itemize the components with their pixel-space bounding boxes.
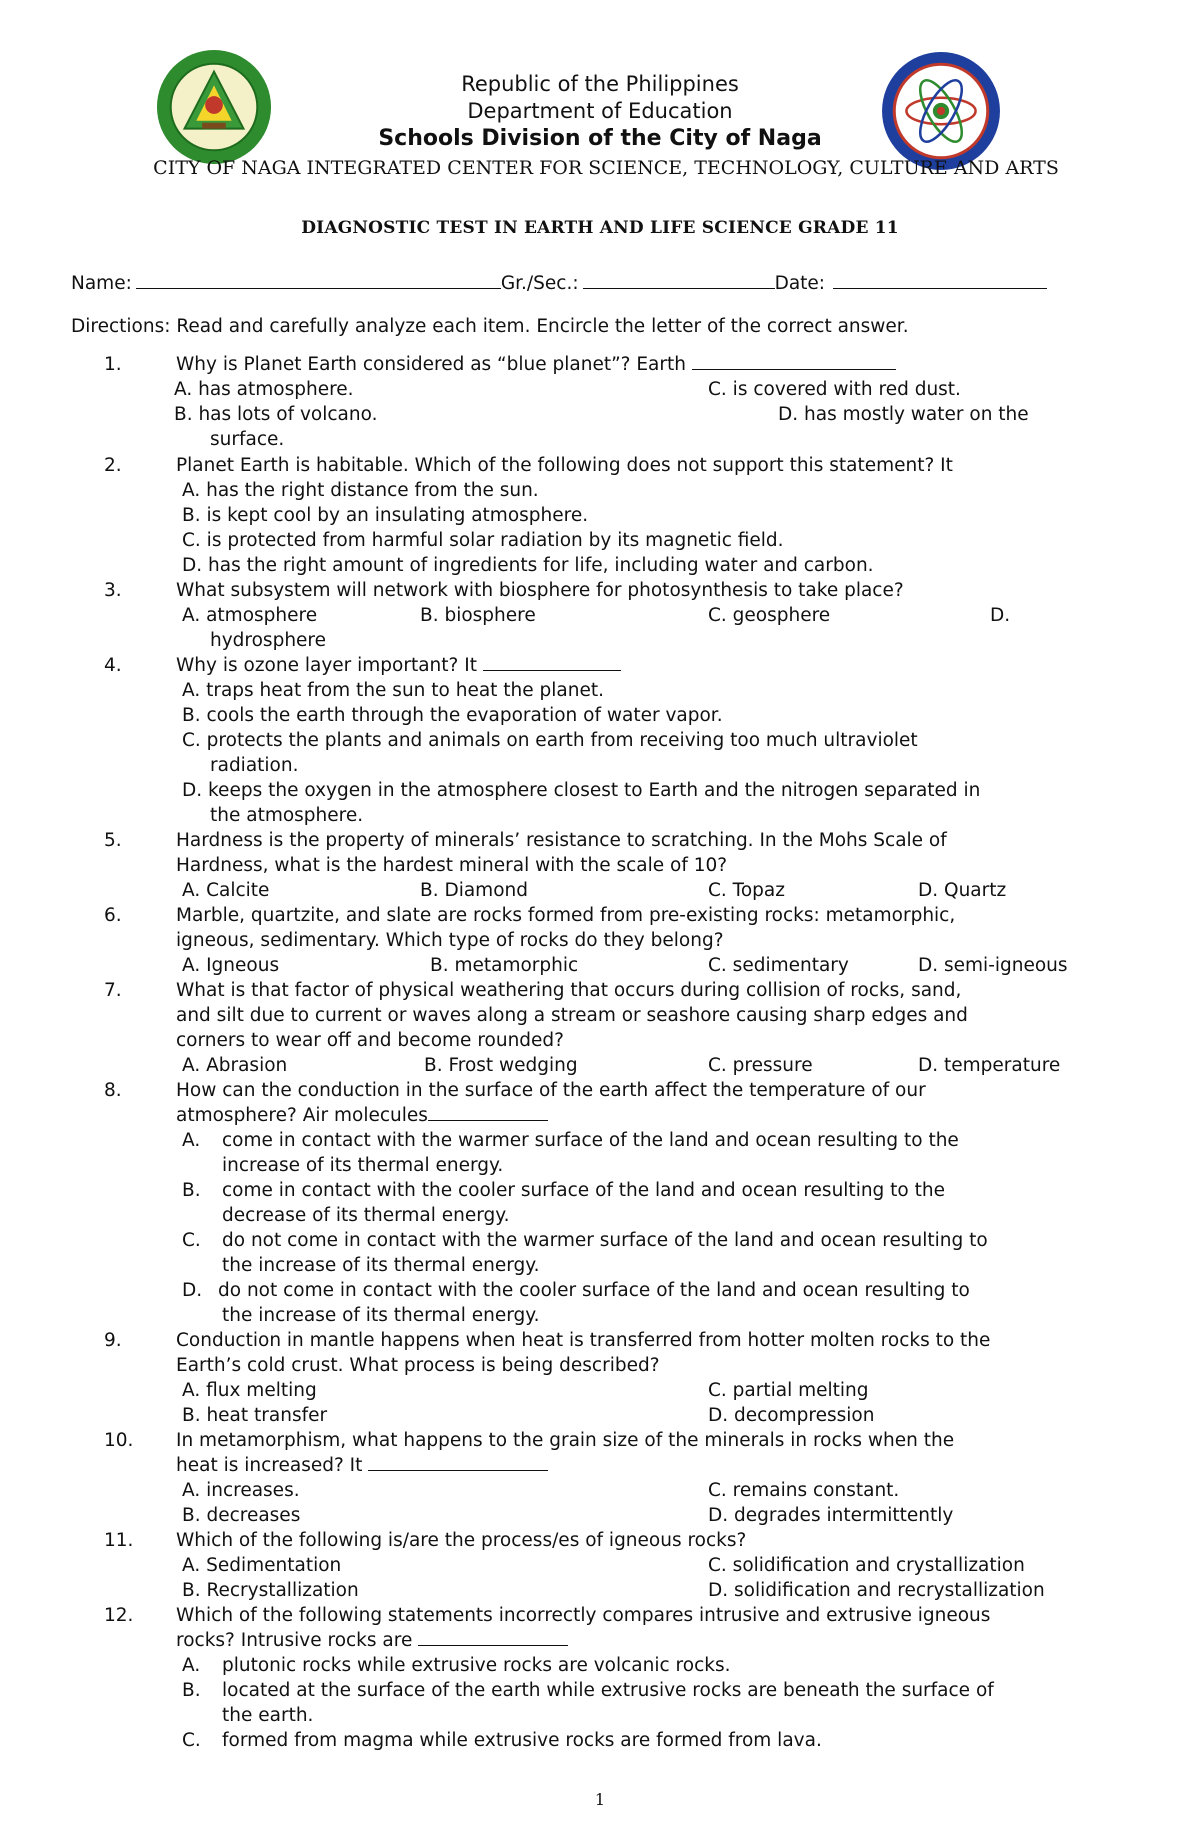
- option-c[interactable]: C. is protected from harmful solar radiation by its magnetic field.: [182, 530, 784, 551]
- option-d-letter[interactable]: D.: [182, 1280, 203, 1301]
- question-6-text: Marble, quartzite, and slate are rocks formed from pre-existing rocks: metamorphic,: [176, 905, 956, 926]
- header-republic: Republic of the Philippines: [461, 72, 739, 96]
- option-c[interactable]: C. is covered with red dust.: [708, 379, 961, 400]
- option-d[interactable]: D. Quartz: [918, 880, 1007, 901]
- question-7-text-line2: and silt due to current or waves along a stream or seashore causing sharp edges and: [176, 1005, 968, 1026]
- question-12-text-line2-wrap: [176, 1628, 568, 1653]
- date-label: Date:: [774, 273, 826, 294]
- option-a[interactable]: A. traps heat from the sun to heat the planet.: [182, 680, 605, 701]
- question-8-text-line2-wrap: [176, 1103, 548, 1128]
- question-11-text: Which of the following is/are the process/es of igneous rocks?: [176, 1530, 747, 1551]
- question-10-text-line2-wrap: [176, 1453, 548, 1478]
- option-a-letter[interactable]: A.: [182, 1655, 201, 1676]
- name-field[interactable]: [136, 270, 501, 289]
- option-a[interactable]: A. has atmosphere.: [174, 379, 354, 400]
- option-continuation: surface.: [210, 429, 285, 450]
- question-7-text: What is that factor of physical weathering that occurs during collision of rocks, sand,: [176, 980, 962, 1001]
- question-text: Why is ozone layer important? It: [176, 655, 477, 676]
- question-9-text: Conduction in mantle happens when heat is transferred from hotter molten rocks to the: [176, 1330, 991, 1351]
- question-2-text: Planet Earth is habitable. Which of the following does not support this statement? It: [176, 455, 953, 476]
- option-d[interactable]: D. decompression: [708, 1405, 875, 1426]
- option-continuation: radiation.: [210, 755, 299, 776]
- option-c[interactable]: C. pressure: [708, 1055, 813, 1076]
- option-c[interactable]: C. partial melting: [708, 1380, 869, 1401]
- option-continuation: decrease of its thermal energy.: [222, 1205, 510, 1226]
- question-4-text-wrap: [176, 653, 621, 678]
- question-12-number: 12.: [104, 1605, 134, 1626]
- option-d[interactable]: D. solidification and recrystallization: [708, 1580, 1045, 1601]
- option-c[interactable]: C. Topaz: [708, 880, 785, 901]
- option-b[interactable]: come in contact with the cooler surface of the land and ocean resulting to the: [222, 1180, 945, 1201]
- option-b[interactable]: B. has lots of volcano.: [174, 404, 378, 425]
- name-label: Name:: [71, 273, 132, 294]
- option-a[interactable]: A. increases.: [182, 1480, 300, 1501]
- header-school-name: CITY OF NAGA INTEGRATED CENTER FOR SCIENCE, TECHNOLOGY, CULTURE AND ARTS: [153, 157, 1059, 179]
- question-number: 1.: [104, 354, 122, 375]
- option-b-letter[interactable]: B.: [182, 1180, 201, 1201]
- question-text-wrap: [176, 352, 896, 377]
- header-division: Schools Division of the City of Naga: [378, 126, 822, 151]
- answer-blank: [428, 1104, 548, 1121]
- question-11-number: 11.: [104, 1530, 134, 1551]
- option-d[interactable]: do not come in contact with the cooler surface of the land and ocean resulting to: [218, 1280, 970, 1301]
- option-d[interactable]: D. degrades intermittently: [708, 1505, 954, 1526]
- question-3-text: What subsystem will network with biosphere for photosynthesis to take place?: [176, 580, 904, 601]
- answer-blank: [692, 353, 896, 370]
- option-a[interactable]: A. flux melting: [182, 1380, 317, 1401]
- option-b[interactable]: B. Recrystallization: [182, 1580, 359, 1601]
- option-a[interactable]: A. Calcite: [182, 880, 270, 901]
- option-c[interactable]: C. remains constant.: [708, 1480, 900, 1501]
- option-c[interactable]: C. geosphere: [708, 605, 831, 626]
- option-a[interactable]: A. Igneous: [182, 955, 280, 976]
- option-a[interactable]: A. atmosphere: [182, 605, 318, 626]
- question-text: heat is increased? It: [176, 1455, 363, 1476]
- option-b[interactable]: B. metamorphic: [430, 955, 579, 976]
- option-d[interactable]: D. has mostly water on the: [778, 404, 1029, 425]
- option-b[interactable]: B. is kept cool by an insulating atmosphere.: [182, 505, 589, 526]
- question-6-number: 6.: [104, 905, 122, 926]
- question-10-number: 10.: [104, 1430, 134, 1451]
- question-7-number: 7.: [104, 980, 122, 1001]
- grsec-field[interactable]: [583, 270, 775, 289]
- option-a-letter[interactable]: A.: [182, 1130, 201, 1151]
- option-a[interactable]: A. has the right distance from the sun.: [182, 480, 539, 501]
- option-d[interactable]: D. keeps the oxygen in the atmosphere closest to Earth and the nitrogen separated in: [182, 780, 981, 801]
- option-a[interactable]: A. Sedimentation: [182, 1555, 342, 1576]
- test-title: DIAGNOSTIC TEST IN EARTH AND LIFE SCIENCE GRADE 11: [301, 218, 899, 238]
- question-text: atmosphere? Air molecules: [176, 1105, 428, 1126]
- option-b[interactable]: B. heat transfer: [182, 1405, 328, 1426]
- option-d[interactable]: D. temperature: [918, 1055, 1061, 1076]
- option-d[interactable]: D. has the right amount of ingredients for life, including water and carbon.: [182, 555, 874, 576]
- question-5-text: Hardness is the property of minerals’ resistance to scratching. In the Mohs Scale of: [176, 830, 947, 851]
- option-continuation: the atmosphere.: [210, 805, 364, 826]
- answer-blank: [418, 1629, 568, 1646]
- option-b[interactable]: located at the surface of the earth while extrusive rocks are beneath the surface of: [222, 1680, 994, 1701]
- question-6-text-line2: igneous, sedimentary. Which type of rocks do they belong?: [176, 930, 724, 951]
- option-c[interactable]: formed from magma while extrusive rocks are formed from lava.: [222, 1730, 822, 1751]
- question-2-number: 2.: [104, 455, 122, 476]
- option-c[interactable]: do not come in contact with the warmer surface of the land and ocean resulting to: [222, 1230, 988, 1251]
- option-b[interactable]: B. cools the earth through the evaporation of water vapor.: [182, 705, 723, 726]
- option-a[interactable]: A. Abrasion: [182, 1055, 288, 1076]
- option-d[interactable]: D. semi-igneous: [918, 955, 1068, 976]
- date-field[interactable]: [833, 270, 1047, 289]
- grsec-label: Gr./Sec.:: [500, 273, 579, 294]
- option-c[interactable]: C. sedimentary: [708, 955, 849, 976]
- option-continuation: the earth.: [222, 1705, 314, 1726]
- page-number: 1: [594, 1790, 606, 1809]
- question-5-text-line2: Hardness, what is the hardest mineral with the scale of 10?: [176, 855, 728, 876]
- answer-blank: [483, 654, 621, 671]
- option-b[interactable]: B. Diamond: [420, 880, 528, 901]
- option-continuation: the increase of its thermal energy.: [222, 1305, 540, 1326]
- question-9-number: 9.: [104, 1330, 122, 1351]
- option-a[interactable]: plutonic rocks while extrusive rocks are volcanic rocks.: [222, 1655, 731, 1676]
- question-text: Why is Planet Earth considered as “blue planet”? Earth: [176, 354, 686, 375]
- question-12-text: Which of the following statements incorrectly compares intrusive and extrusive igneous: [176, 1605, 991, 1626]
- question-10-text: In metamorphism, what happens to the grain size of the minerals in rocks when the: [176, 1430, 955, 1451]
- option-b[interactable]: B. decreases: [182, 1505, 301, 1526]
- option-d[interactable]: D.: [990, 605, 1011, 626]
- question-5-number: 5.: [104, 830, 122, 851]
- option-a[interactable]: come in contact with the warmer surface of the land and ocean resulting to the: [222, 1130, 959, 1151]
- option-continuation: the increase of its thermal energy.: [222, 1255, 540, 1276]
- question-7-text-line3: corners to wear off and become rounded?: [176, 1030, 564, 1051]
- question-text: rocks? Intrusive rocks are: [176, 1630, 413, 1651]
- option-c[interactable]: C. protects the plants and animals on earth from receiving too much ultraviolet: [182, 730, 918, 751]
- option-c-letter[interactable]: C.: [182, 1230, 201, 1251]
- answer-blank: [368, 1454, 548, 1471]
- student-info-fields: [71, 270, 1047, 294]
- option-b-letter[interactable]: B.: [182, 1680, 201, 1701]
- question-9-text-line2: Earth’s cold crust. What process is being described?: [176, 1355, 660, 1376]
- question-8-number: 8.: [104, 1080, 122, 1101]
- option-c[interactable]: C. solidification and crystallization: [708, 1555, 1025, 1576]
- option-c-letter[interactable]: C.: [182, 1730, 201, 1751]
- header-department: Department of Education: [467, 99, 733, 123]
- question-4-number: 4.: [104, 655, 122, 676]
- option-continuation: hydrosphere: [210, 630, 327, 651]
- option-b[interactable]: B. biosphere: [420, 605, 536, 626]
- option-b[interactable]: B. Frost wedging: [424, 1055, 578, 1076]
- question-3-number: 3.: [104, 580, 122, 601]
- question-8-text: How can the conduction in the surface of the earth affect the temperature of our: [176, 1080, 926, 1101]
- option-continuation: increase of its thermal energy.: [222, 1155, 504, 1176]
- directions: Directions: Read and carefully analyze each item. Encircle the letter of the correct answer.: [71, 316, 909, 337]
